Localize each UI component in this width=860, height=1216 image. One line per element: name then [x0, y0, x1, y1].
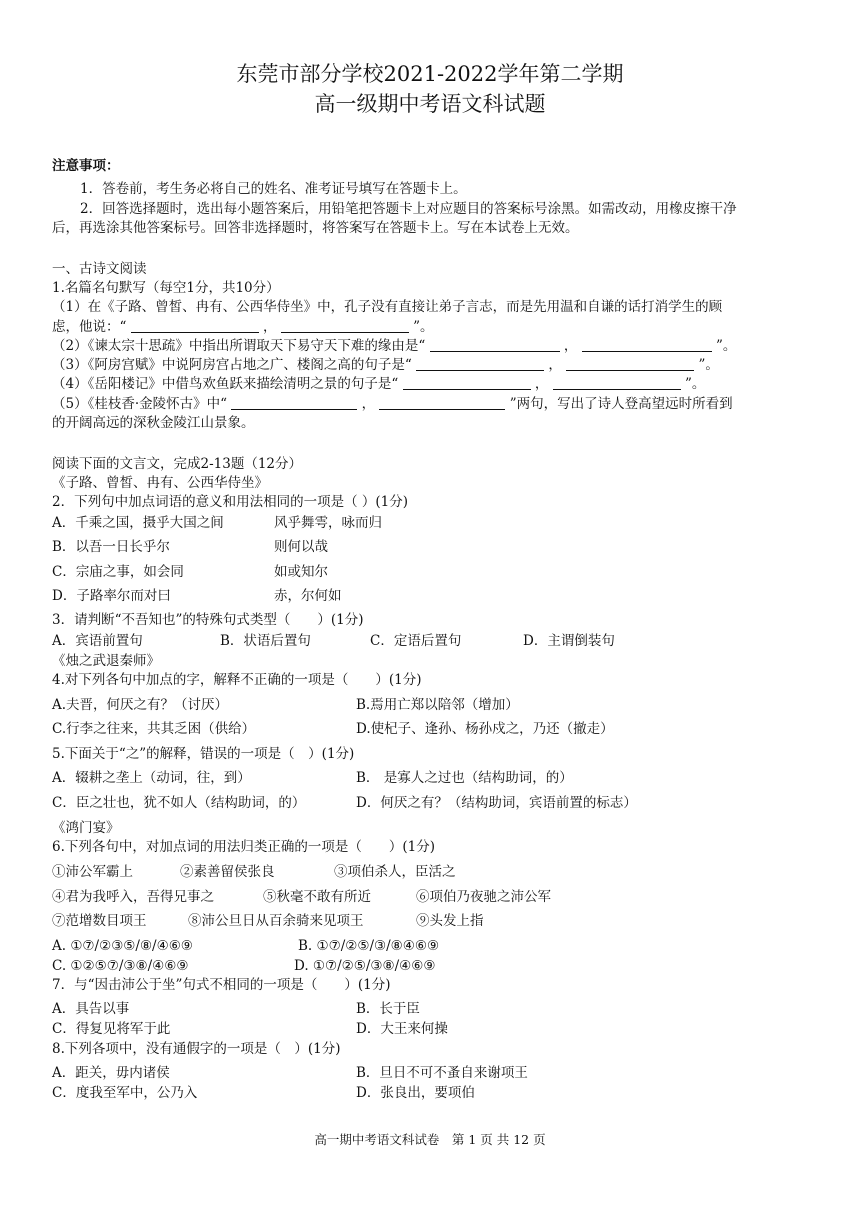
q1-p4-pre: （4）《岳阳楼记》中借鸟欢鱼跃来描绘清明之景的句子是“ [52, 376, 399, 392]
q6-item-5: ⑤秋毫不敢有所近 [263, 889, 371, 905]
q8-stem: 8.下列各项中，没有通假字的一项是（ ）(1分) [52, 1041, 341, 1057]
q6-stem: 6.下列各句中，对加点词的用法归类正确的一项是（ ）(1分) [52, 839, 436, 855]
answer-blank[interactable] [582, 337, 712, 352]
text-title-3: 《鸿门宴》 [52, 820, 120, 836]
q4-option-a: A.夫晋，何厌之有？（讨厌） [52, 697, 229, 713]
q6-item-8: ⑧沛公旦日从百余骑来见项王 [188, 913, 364, 929]
q8-option-d: D．张良出，要项伯 [356, 1085, 475, 1101]
q2-option-a: A．千乘之国，摄乎大国之间 [52, 515, 224, 531]
q4-stem: 4.对下列各句中加点的字，解释不正确的一项是（ ）(1分) [52, 672, 422, 688]
q2-option-c: C．宗庙之事，如会同 [52, 564, 184, 580]
q7-option-d: D．大王来何操 [356, 1021, 448, 1037]
q2-option-d-compare: 赤，尔何如 [274, 588, 342, 604]
q6-item-1: ①沛公军霸上 [52, 864, 133, 880]
q6-item-6: ⑥项伯乃夜驰之沛公军 [416, 889, 551, 905]
q2-option-c-compare: 如或知尔 [274, 564, 328, 580]
section-title: 一、古诗文阅读 [52, 261, 147, 277]
q1-p3-end: ”。 [698, 357, 719, 373]
answer-blank[interactable] [553, 375, 681, 390]
q1-p1b [52, 318, 434, 336]
q1-p5b: 的开阔高远的深秋金陵江山景象。 [52, 415, 255, 431]
q1-p3-pre: （3）《阿房宫赋》中说阿房宫占地之广、楼阁之高的句子是“ [52, 357, 412, 373]
q1-p1b-pre: 虑，他说：“ [52, 319, 127, 335]
q1-stem: 1.名篇名句默写（每空1分，共10分） [52, 280, 280, 296]
answer-blank[interactable] [566, 356, 694, 371]
q6-item-2: ②素善留侯张良 [180, 864, 275, 880]
q3-option-b: B．状语后置句 [220, 633, 311, 649]
q1-p1b-sep: ， [263, 319, 277, 335]
q6-item-3: ③项伯杀人，臣活之 [334, 864, 456, 880]
q2-option-b-compare: 则何以哉 [274, 539, 328, 555]
q2-option-a-compare: 风乎舞雩，咏而归 [274, 515, 382, 531]
q1-p2-pre: （2）《谏太宗十思疏》中指出所谓取天下易守天下难的缘由是“ [52, 338, 426, 354]
exam-title-line1: 东莞市部分学校2021-2022学年第二学期 [236, 62, 624, 86]
q1-p4-sep: ， [534, 376, 549, 392]
q8-option-b: B．旦日不可不蚤自来谢项王 [356, 1065, 528, 1081]
q1-p4-end: ”。 [684, 376, 706, 392]
answer-blank[interactable] [379, 395, 505, 410]
q4-option-c: C.行李之往来，共其乏困（供给） [52, 721, 256, 737]
answer-blank[interactable] [430, 337, 560, 352]
q5-option-a: A．辍耕之垄上（动词，往，到） [52, 770, 251, 786]
notice-heading: 注意事项： [52, 158, 120, 174]
q6-item-9: ⑨头发上指 [416, 913, 484, 929]
answer-blank[interactable] [416, 356, 544, 371]
q5-option-d: D．何厌之有？（结构助词，宾语前置的标志） [356, 795, 637, 811]
q6-option-c: C. ①②⑤⑦/③⑧/④⑥⑨ [52, 958, 189, 974]
q5-option-b: B． 是寡人之过也（结构助词，的） [356, 770, 573, 786]
q1-p3-sep: ， [548, 357, 562, 373]
q3-option-c: C．定语后置句 [370, 633, 462, 649]
q7-option-b: B．长于臣 [356, 1001, 420, 1017]
q3-option-a: A．宾语前置句 [52, 633, 143, 649]
q6-option-b: B. ①⑦/②⑤/③/⑧④⑥⑨ [298, 938, 440, 954]
q6-item-4: ④君为我呼入，吾得兄事之 [52, 889, 214, 905]
q1-p2-end: ”。 [715, 338, 737, 354]
q6-item-7: ⑦范增数目项王 [52, 913, 147, 929]
page-footer: 高一期中考语文科试卷 第 1 页 共 12 页 [314, 1132, 546, 1147]
q1-p1b-end: ”。 [413, 319, 434, 335]
reading-intro: 阅读下面的文言文，完成2-13题（12分） [52, 456, 303, 472]
q1-p2-sep: ， [563, 338, 578, 354]
q3-option-d: D．主谓倒装句 [523, 633, 615, 649]
q5-stem: 5.下面关于“之”的解释，错误的一项是（ ）(1分) [52, 746, 355, 762]
q2-option-d: D．子路率尔而对曰 [52, 588, 171, 604]
q4-option-b: B.焉用亡郑以陪邻（增加） [356, 697, 519, 713]
q5-option-c: C．臣之壮也，犹不如人（结构助词，的） [52, 795, 306, 811]
q7-stem: 7．与“因击沛公于坐”句式不相同的一项是（ ）(1分) [52, 977, 391, 993]
q1-p4 [52, 375, 705, 393]
q2-stem: 2．下列句中加点词语的意义和用法相同的一项是（ ）(1分) [52, 494, 409, 510]
q1-p5 [52, 395, 733, 413]
q4-option-d: D.使杞子、逢孙、杨孙戍之，乃还（撤走） [356, 721, 614, 737]
text-title-2: 《烛之武退秦师》 [52, 653, 160, 669]
text-title-1: 《子路、曾皙、冉有、公西华侍坐》 [52, 475, 268, 491]
notice-item-2b: 后，再选涂其他答案标号。回答非选择题时，将答案写在答题卡上。写在本试卷上无效。 [52, 220, 579, 236]
q7-option-a: A．具告以事 [52, 1001, 130, 1017]
q7-option-c: C．得复见将军于此 [52, 1021, 171, 1037]
q1-p5-sep: ， [361, 396, 376, 412]
answer-blank[interactable] [281, 318, 409, 333]
exam-title-line2: 高一级期中考语文科试题 [314, 92, 546, 116]
q1-p3 [52, 356, 719, 374]
q8-option-a: A．距关，毋内诸侯 [52, 1065, 170, 1081]
q1-p2 [52, 337, 736, 355]
q1-p1a: （1）在《子路、曾皙、冉有、公西华侍坐》中，孔子没有直接让弟子言志，而是先用温和自谦的话打消学生的顾 [52, 299, 723, 315]
q6-option-d: D. ①⑦/②⑤/③⑧/④⑥⑨ [294, 958, 436, 974]
q1-p5-pre: （5）《桂枝香·金陵怀古》中“ [52, 396, 228, 412]
answer-blank[interactable] [231, 395, 357, 410]
notice-item-2a: 2．回答选择题时，选出每小题答案后，用铅笔把答题卡上对应题目的答案标号涂黑。如需改动，用橡皮擦干净 [80, 201, 737, 217]
q2-option-b: B．以吾一日长乎尔 [52, 539, 170, 555]
q1-p5-end: ”两句，写出了诗人登高望远时所看到 [509, 396, 733, 412]
q8-option-c: C．度我至军中，公乃入 [52, 1085, 198, 1101]
q3-stem: 3．请判断“不吾知也”的特殊句式类型（ ）(1分) [52, 612, 364, 628]
answer-blank[interactable] [131, 318, 259, 333]
q6-option-a: A. ①⑦/②③⑤/⑧/④⑥⑨ [52, 938, 193, 954]
notice-item-1: 1．答卷前，考生务必将自己的姓名、准考证号填写在答题卡上。 [80, 181, 467, 197]
answer-blank[interactable] [403, 375, 531, 390]
